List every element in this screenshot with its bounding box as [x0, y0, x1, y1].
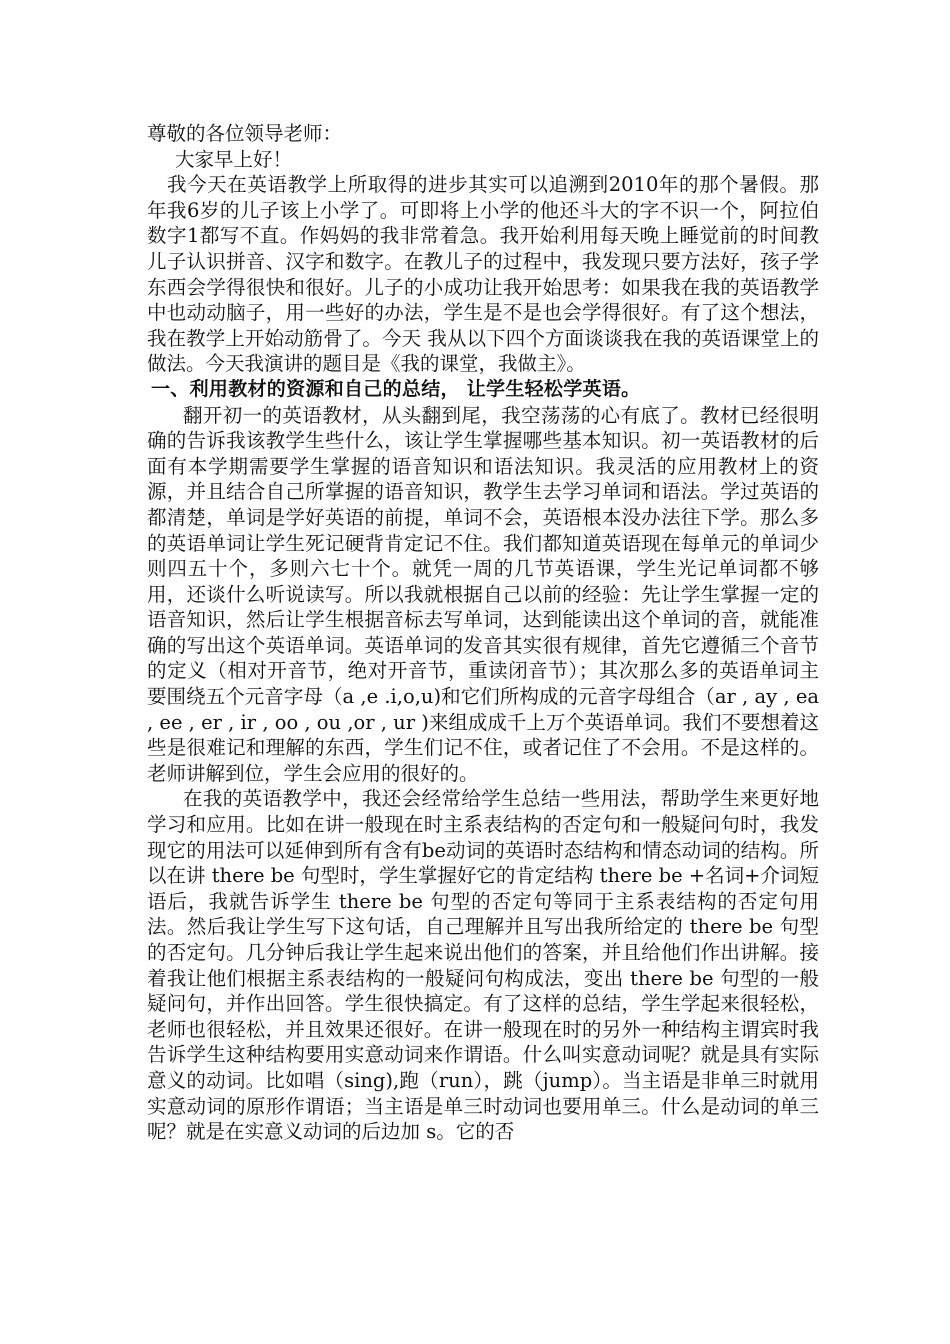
greeting-line: 大家早上好！: [175, 147, 293, 171]
section-1-paragraph-2: 在我的英语教学中，我还会经常给学生总结一些用法，帮助学生来更好地学习和应用。比如在讲一般现在时主系表结构的否定句和一般疑问句时，我发现它的用法可以延伸到所有含有be动词的英语时态结构和情态动词的结构。所以在讲 there be 句型时，学生掌握好它的肯定结构 there be +名词+介词短语后，我就告诉学生 there be 句型的否定句等同于主系表结构的否定句用法。然后我让学生写下这句话，自己理解并且写出我所给定的 there be 句型的否定句。几分钟后我让学生起来说出他们的答案，并且给他们作出讲解。接着我让他们根据主系表结构的一般疑问句构成法，变出 there be 句型的一般疑问句，并作出回答。学生很快搞定。有了这样的总结，学生学起来很轻松，老师也很轻松，并且效果还很好。在讲一般现在时的另外一种结构主谓宾时我告诉学生这种结构要用实意动词来作谓语。什么叫实意动词呢？就是具有实际意义的动词。比如唱（sing),跑（run），跳（jump）。当主语是非单三时就用实意动词的原形作谓语；当主语是单三时动词也要用单三。什么是动词的单三呢？就是在实意义动词的后边加 s。它的否: [147, 787, 820, 1144]
document-page: [147, 121, 819, 1145]
section-1-paragraph-1: 翻开初一的英语教材，从头翻到尾，我空荡荡的心有底了。教材已经很明确的告诉我该教学生些什么，该让学生掌握哪些基本知识。初一英语教材的后面有本学期需要学生掌握的语音知识和语法知识。我灵活的应用教材上的资源，并且结合自己所掌握的语音知识，教学生去学习单词和语法。学过英语的都清楚，单词是学好英语的前提，单词不会，英语根本没办法往下学。那么多的英语单词让学生死记硬背肯定记不住。我们都知道英语现在每单元的单词少则四五十个，多则六七十个。就凭一周的几节英语课，学生光记单词都不够用，还谈什么听说读写。所以我就根据自己以前的经验：先让学生掌握一定的语音知识，然后让学生根据音标去写单词，达到能读出这个单词的音，就能准确的写出这个英语单词。英语单词的发音其实很有规律，首先它遵循三个音节的定义（相对开音节，绝对开音节，重读闭音节）；其次那么多的英语单词主要围绕五个元音字母（a ,e .i,o,u)和它们所构成的元音字母组合（ar , ay , ea , ee , er , ir , oo , ou ,or , ur )来组成成千上万个英语单词。我们不要想着这些是很难记和理解的东西，学生们记不住，或者记住了不会用。不是这样的。老师讲解到位，学生会应用的很好的。: [147, 403, 819, 785]
intro-paragraph: 我今天在英语教学上所取得的进步其实可以追溯到2010年的那个暑假。那年我6岁的儿子该上小学了。可即将上小学的他还斗大的字不识一个，阿拉伯数字1都写不直。作妈妈的我非常着急。我开始利用每天晚上睡觉前的时间教儿子认识拼音、汉字和数字。在教儿子的过程中，我发现只要方法好，孩子学东西会学得很快和很好。儿子的小成功让我开始思考：如果我在我的英语教学中也动动脑子，用一些好的办法，学生是不是也会学得很好。有了这个想法，我在教学上开始动筋骨了。今天 我从以下四个方面谈谈我在我的英语课堂上的做法。今天我演讲的题目是《我的课堂，我做主》。: [147, 173, 819, 376]
salutation: 尊敬的各位领导老师：: [147, 122, 343, 145]
section-1-heading: 一、利用教材的资源和自己的总结， 让学生轻松学英语。: [151, 377, 641, 400]
